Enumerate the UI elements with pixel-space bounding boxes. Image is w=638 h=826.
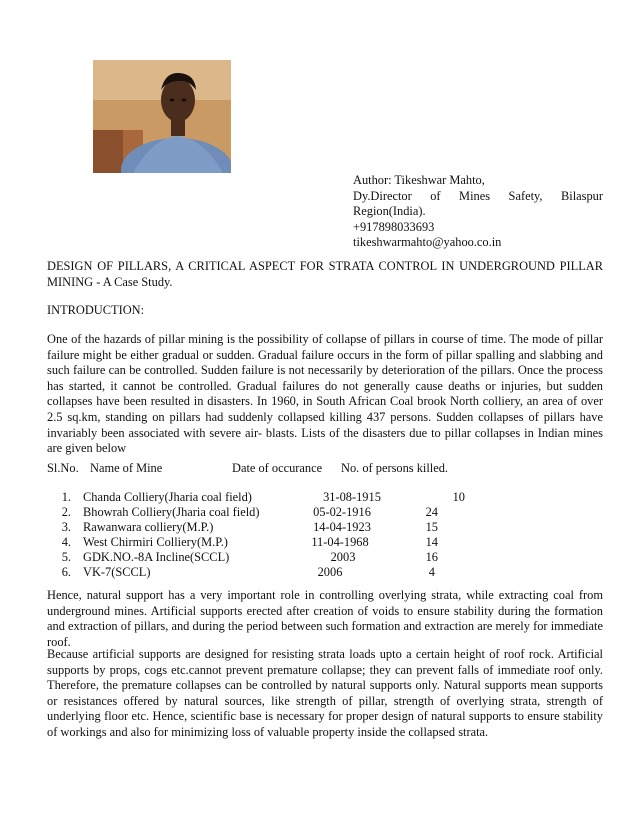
table-row-4-no: 4. <box>61 535 71 549</box>
table-header-date: Date of occurance <box>232 461 323 475</box>
table-row-1-killed: 10 <box>452 490 465 504</box>
paragraph-natural-support: Hence, natural support has a very important role in controlling overlying strata, while extracting coal from underground mines. Artificial supports erected after creation of voids to ensure stability during the formation and extraction of pillars, and during the period between such formation and extraction are merely for immediate roof. <box>47 588 603 649</box>
table-row-4-date: 11-04-1968 <box>311 535 369 549</box>
table-row-6-killed: 4 <box>428 565 435 579</box>
table-row-1-no: 1. <box>61 490 71 504</box>
table-header-name: Name of Mine <box>90 461 163 475</box>
table-row-2-name: Bhowrah Colliery(Jharia coal field) <box>83 505 260 519</box>
paragraph-introduction: One of the hazards of pillar mining is the possibility of collapse of pillars in course of time. The mode of pillar failure might be either gradual or sudden. Gradual failure occurs in the form of pillar spalling and slabbing and such failure can be controlled. Sudden failure is not necessarily by deterioration of the pillars. Once the process has started, it cannot be controlled. Gradual failures do not generally cause deaths or injuries, but sudden collapses have been resulted in disasters. In 1960, in South African Coal brook North colliery, an area of over 2.5 sq.km, standing on pillars had suddenly collapsed killing 437 persons. Sudden collapses of pillars have invariably been associated with severe air- blasts. Lists of the disasters due to pillar collapses in Indian mines are given below <box>47 332 603 456</box>
table-row-5-no: 5. <box>61 550 71 564</box>
author-region: Region(India). <box>353 204 426 219</box>
section-heading-introduction: INTRODUCTION: <box>47 303 145 317</box>
author-phone: +917898033693 <box>353 219 435 234</box>
table-row-5-name: GDK.NO.-8A Incline(SCCL) <box>83 550 230 564</box>
table-row-1-date: 31-08-1915 <box>323 490 381 504</box>
table-row-4-name: West Chirmiri Colliery(M.P.) <box>83 535 228 549</box>
table-row-5-date: 2003 <box>330 550 356 564</box>
table-row-3-name: Rawanwara colliery(M.P.) <box>83 520 214 534</box>
author-photo <box>93 60 231 173</box>
table-row-6-date: 2006 <box>317 565 343 579</box>
table-row-6-name: VK-7(SCCL) <box>83 565 151 579</box>
author-designation: Dy.Director of Mines Safety, Bilaspur <box>353 188 603 203</box>
table-header-killed: No. of persons killed. <box>341 461 449 475</box>
document-title: DESIGN OF PILLARS, A CRITICAL ASPECT FOR STRATA CONTROL IN UNDERGROUND PILLAR MINING - A Case Study. <box>47 259 603 289</box>
table-row-3-killed: 15 <box>425 520 438 534</box>
table-row-3-date: 14-04-1923 <box>313 520 371 534</box>
author-name: Author: Tikeshwar Mahto, <box>353 173 485 187</box>
table-row-2-killed: 24 <box>425 505 438 519</box>
table-row-2-no: 2. <box>61 505 71 519</box>
table-row-6-no: 6. <box>61 565 71 579</box>
table-row-5-killed: 16 <box>425 550 438 564</box>
author-photo-image <box>93 60 231 173</box>
author-block <box>353 173 603 251</box>
paragraph-artificial-supports: Because artificial supports are designed for resisting strata loads upto a certain height of roof rock. Artificial supports by props, cogs etc.cannot prevent premature collapse; they can prevent falls of immediate roof only. Therefore, the premature collapses can be controlled by natural supports only. Natural supports mean supports or resistances offered by natural sources, like strength of pillar, strength of overlying strata, strength of underlying floor etc. Hence, scientific base is necessary for proper design of natural supports to ensure stability of workings and also for minimizing loss of valuable property inside the collapsed strata. <box>47 647 603 739</box>
table-header-slno: Sl.No. <box>47 461 79 475</box>
author-email: tikeshwarmahto@yahoo.co.in <box>353 235 502 250</box>
table-row-2-date: 05-02-1916 <box>313 505 371 519</box>
table-row-3-no: 3. <box>61 520 71 534</box>
table-row-4-killed: 14 <box>425 535 438 549</box>
table-row-1-name: Chanda Colliery(Jharia coal field) <box>83 490 252 504</box>
